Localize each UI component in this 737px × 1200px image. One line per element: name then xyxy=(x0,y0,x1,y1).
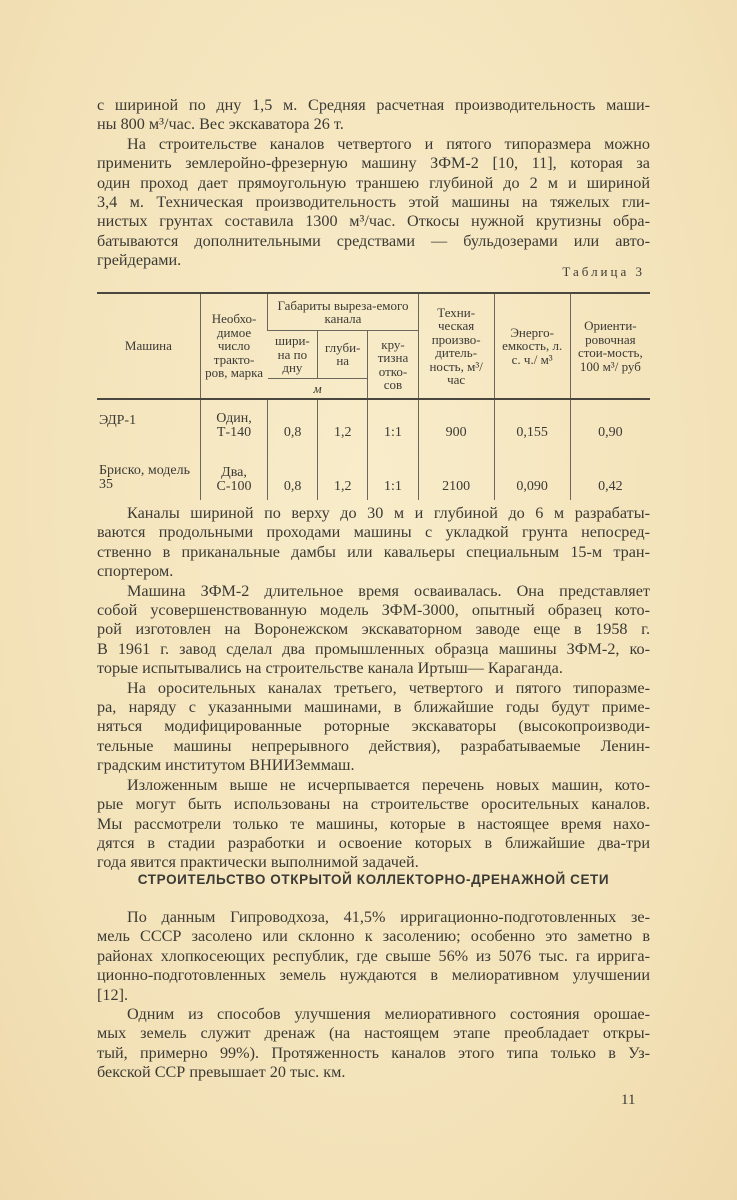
text-line: Изложенным выше не исчерпывается перечень новых машин, кото- xyxy=(127,775,650,794)
text-line: градским институтом ВНИИЗеммаш. xyxy=(97,756,355,775)
text-line: няться модифицированные роторные экскаваторы (высокопроизводи- xyxy=(97,717,650,736)
page-number: 11 xyxy=(621,1092,636,1108)
text-line: [12]. xyxy=(97,985,129,1004)
text-line: грейдерами. xyxy=(97,251,182,270)
cell-cost: 0,90 xyxy=(570,399,650,454)
text-block-top xyxy=(97,96,650,271)
text-line: мых земель служит дренаж (на настоящем этапе преобладает откры- xyxy=(97,1024,650,1043)
header-depth: глуби-на xyxy=(318,331,368,379)
text-line: спортером. xyxy=(97,562,174,581)
header-machine: Машина xyxy=(97,293,200,399)
text-block-middle xyxy=(97,504,650,873)
text-line: Машина ЗФМ-2 длительное время осваивалась. Она представляет xyxy=(127,581,650,600)
paragraph xyxy=(97,504,650,582)
header-width: шири-на по дну xyxy=(268,331,318,379)
paragraph xyxy=(97,776,650,873)
text-line: ственно в приканальные дамбы или кавальеры специальным 15-м тран- xyxy=(97,542,650,561)
cell-depth: 1,2 xyxy=(318,399,368,454)
cell-machine: Бриско, модель 35 xyxy=(99,463,190,492)
cell-productivity: 900 xyxy=(418,399,494,454)
table-row xyxy=(97,399,650,454)
text-line: тельные машины непрерывного действия), разрабатываемые Ленин- xyxy=(97,736,650,755)
cell-slope: 1:1 xyxy=(368,454,418,500)
text-line: применить землеройно-фрезерную машину ЗФМ-2 [10, 11], которая за xyxy=(97,154,650,173)
cell-width: 0,8 xyxy=(268,454,318,500)
table-row xyxy=(97,454,650,500)
text-line: районах хлопкосеющих республик, где свыше 56% из 5076 тыс. га ирригa- xyxy=(97,946,650,965)
text-line: мель СССР засолено или склонно к засолению; особенно это заметно в xyxy=(97,927,650,946)
text-line: На оросительных каналах третьего, четвертого и пятого типоразме- xyxy=(127,678,650,697)
header-tractors: Необхо-димое число тракто-ров, марка xyxy=(200,293,267,399)
text-line: В 1961 г. завод сделал два промышленных образца машины ЗФМ-2, ко- xyxy=(97,639,650,658)
header-energy: Энерго-емкость, л. с. ч./ м³ xyxy=(494,293,570,399)
text-line: Одним из способов улучшения мелиоративного состояния орошае- xyxy=(127,1005,650,1024)
cell-depth: 1,2 xyxy=(318,454,368,500)
text-line: ра, наряду с указанными машинами, в ближайшие годы будут приме- xyxy=(97,698,650,717)
text-line: года явится практически выполнимой задачей. xyxy=(97,853,419,872)
cell-cost: 0,42 xyxy=(570,454,650,500)
paragraph xyxy=(97,135,650,271)
cell-tractors: Один, Т-140 xyxy=(200,399,267,454)
cell-machine: ЭДР-1 xyxy=(99,413,137,428)
cell-width: 0,8 xyxy=(268,399,318,454)
table-caption: Таблица 3 xyxy=(562,264,645,279)
text-line: Мы рассмотрели только те машины, которые в настоящее время нахо- xyxy=(97,814,650,833)
cell-tractors: Два, С-100 xyxy=(200,454,267,500)
header-slope: кру-тизна отко-сов xyxy=(368,331,418,400)
paragraph xyxy=(97,1005,650,1083)
header-cost: Ориенти-ровочная стои-мость, 100 м³/ руб xyxy=(570,293,650,399)
paragraph xyxy=(97,908,650,1005)
text-line: бекской ССР превышает 20 тыс. км. xyxy=(97,1063,346,1082)
text-line: Каналы шириной по верху до 30 м и глубиной до 6 м разрабаты- xyxy=(127,504,650,522)
cell-productivity: 2100 xyxy=(418,454,494,500)
text-line: На строительстве каналов четвертого и пятого типоразмера можно xyxy=(127,134,650,153)
header-unit-m: м xyxy=(268,378,368,399)
paragraph xyxy=(97,679,650,776)
text-line: По данным Гипроводхоза, 41,5% ирригационно-подготовленных зе- xyxy=(127,908,650,926)
cell-slope: 1:1 xyxy=(368,399,418,454)
text-line: нистых грунтах составила 1300 м³/час. Откосы нужной крутизны обра- xyxy=(97,212,650,231)
cell-energy: 0,155 xyxy=(494,399,570,454)
text-block-bottom xyxy=(97,908,650,1083)
header-productivity: Техни-ческая произво-дитель-ность, м³/ час xyxy=(418,293,494,399)
paragraph xyxy=(97,582,650,679)
text-line: батываются дополнительными средствами — бульдозерами или авто- xyxy=(97,231,650,250)
text-line: дятся в стадии разработки и освоение которых в ближайшие два-три xyxy=(97,833,650,852)
paragraph xyxy=(97,96,650,135)
text-line: ционно-подготовленных земель нуждаются в мелиоративном улучшении xyxy=(97,966,650,985)
text-line: рой изготовлен на Воронежском экскаваторном заводе еще в 1958 г. xyxy=(97,620,650,639)
text-line: ны 800 м³/час. Вес экскаватора 26 т. xyxy=(97,115,344,134)
header-dimensions: Габариты выреза-емого канала xyxy=(268,293,418,331)
text-line: тый, примерно 99%). Протяженность каналов этого типа только в Уз- xyxy=(97,1043,650,1062)
text-line: с шириной по дну 1,5 м. Средняя расчетная производительность маши- xyxy=(97,96,650,114)
text-line: торые испытывались на строительстве канала Иртыш— Караганда. xyxy=(97,659,563,678)
cell-energy: 0,090 xyxy=(494,454,570,500)
text-line: собой усовершенствованную модель ЗФМ-3000, опытный образец кото- xyxy=(97,601,650,620)
text-line: ваются продольными проходами машины с укладкой грунта непосред- xyxy=(97,523,650,542)
text-line: рые могут быть использованы на строительстве оросительных каналов. xyxy=(97,795,650,814)
text-line: 3,4 м. Техническая производительность этой машины на тяжелых гли- xyxy=(97,193,650,212)
text-line: один проход дает прямоугольную траншею глубиной до 2 м и шириной xyxy=(97,173,650,192)
section-heading: СТРОИТЕЛЬСТВО ОТКРЫТОЙ КОЛЛЕКТОРНО-ДРЕНАЖНОЙ СЕТИ xyxy=(137,872,610,887)
machines-table xyxy=(97,292,650,500)
